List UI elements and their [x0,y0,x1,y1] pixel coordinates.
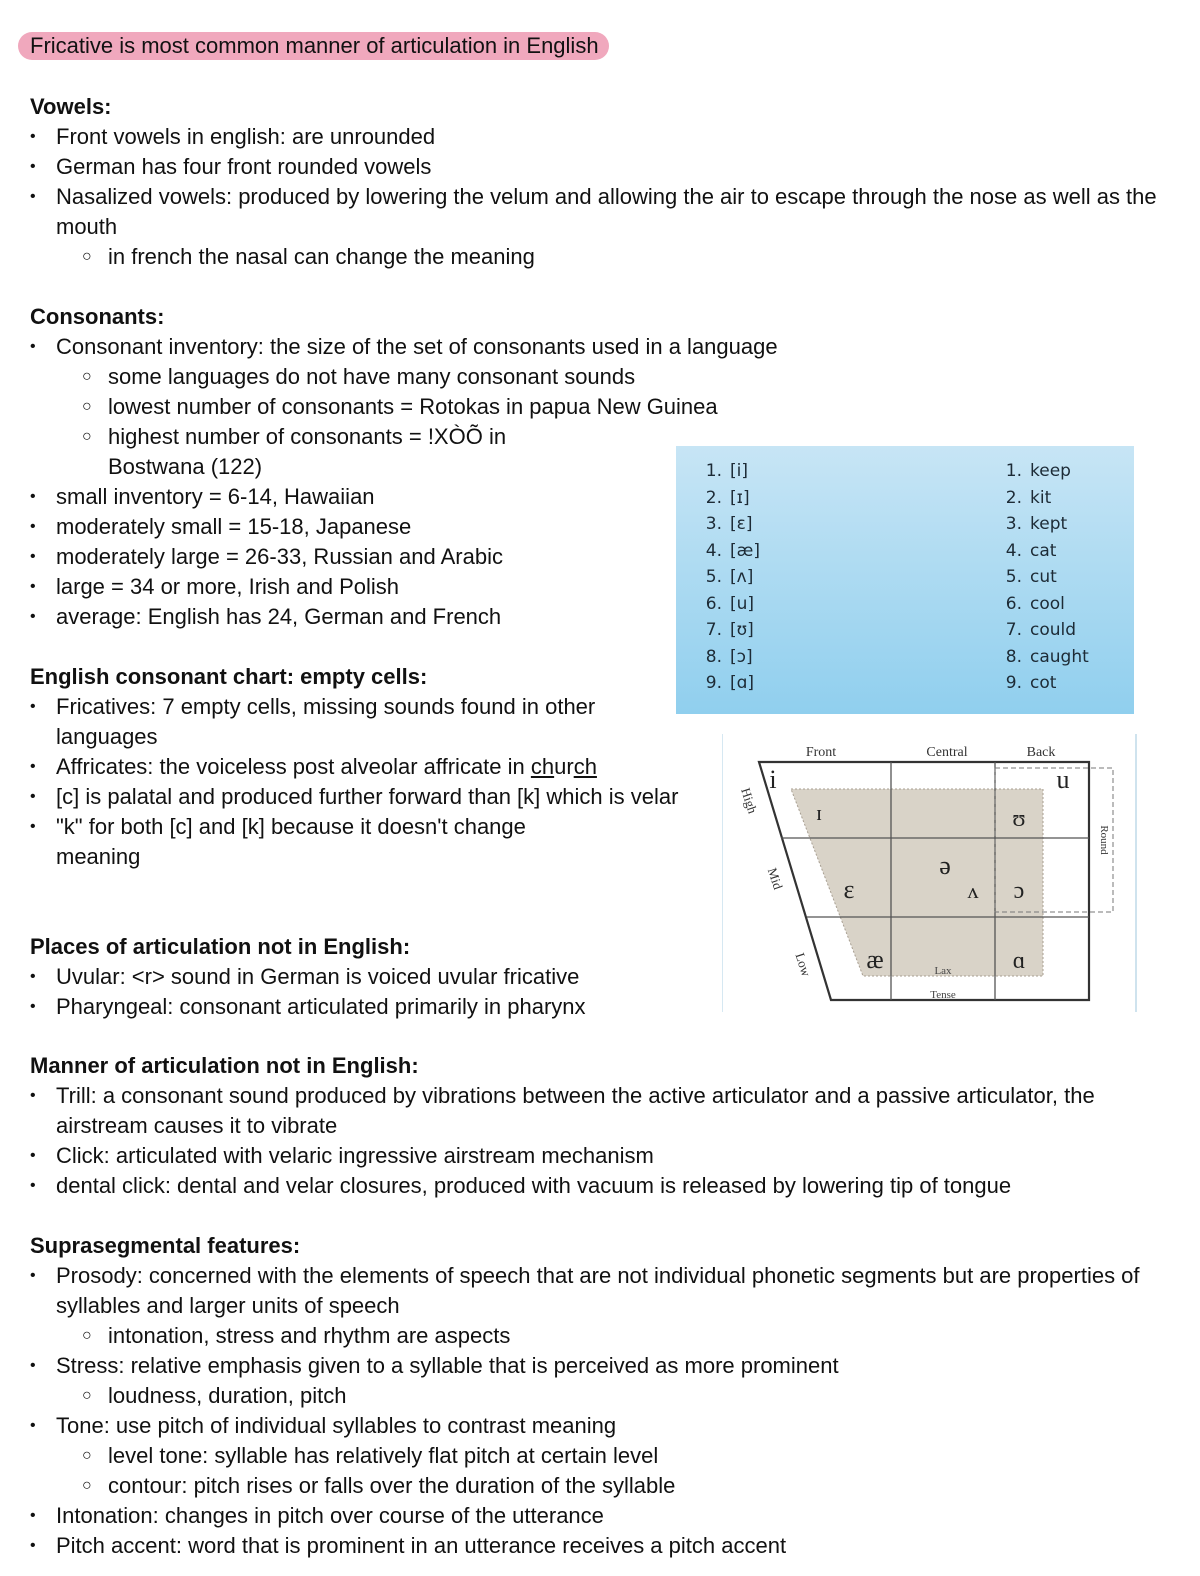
lax-label: Lax [934,965,952,977]
list-item: • Pharyngeal: consonant articulated primarily in pharynx [30,992,710,1022]
vowel-symbol: [ɑ] [730,673,755,693]
vowel-upsilon: ʊ [1012,806,1026,832]
row-number: 3. [705,514,722,534]
row-number: 7. [1005,620,1022,640]
vowel-quadrilateral-chart [722,734,1137,1012]
places-section [30,932,710,1022]
central-label: Central [926,745,968,760]
list-item: • Click: articulated with velaric ingressive airstream mechanism [30,1141,1170,1171]
row-number: 8. [1005,646,1022,667]
table-row [994,670,1089,697]
list-item: • [c] is palatal and produced further forward than [k] which is velar [30,782,690,812]
sub-list-item: ○ lowest number of consonants = Rotokas in papua New Guinea [30,392,910,422]
underlined-ch: ch [573,754,597,779]
table-row [694,591,760,618]
row-number: 7. [705,620,722,640]
sub-list-item: ○ some languages do not have many consonant sounds [30,362,910,392]
row-number: 5. [705,567,722,587]
sub-list-item: ○ highest number of consonants = !XÒÕ in Bostwana (122) [30,422,568,482]
underlined-ch: ch [530,754,555,779]
table-row [694,511,760,538]
table-row [694,670,760,697]
list-item-text: ur [554,754,574,779]
keyword: kit [1030,487,1052,508]
consonants-heading: Consonants: [30,304,165,329]
keyword: could [1030,620,1077,640]
suprasegmental-heading: Suprasegmental features: [30,1233,301,1258]
row-number: 2. [1005,487,1022,508]
list-item: • Pitch accent: word that is prominent in an utterance receives a pitch accent [30,1531,1170,1561]
list-item: • Stress: relative emphasis given to a syllable that is perceived as more prominent [30,1351,1170,1381]
table-row [694,564,760,591]
list-item: • moderately large = 26-33, Russian and Arabic [30,542,910,572]
table-row [994,564,1089,591]
row-number: 5. [1005,567,1022,587]
vowel-schwa: ə [939,851,951,880]
list-item: • Uvular: <r> sound in German is voiced uvular fricative [30,962,710,992]
sub-list-item: ○ in french the nasal can change the meaning [30,242,1170,272]
list-item: • small inventory = 6-14, Hawaiian [30,482,910,512]
table-row [694,458,760,485]
vowel-symbol: [ʊ] [730,620,754,640]
row-number: 4. [1005,540,1022,561]
list-item: • Front vowels in english: are unrounded [30,122,1170,152]
table-row [694,538,760,565]
vowels-section [30,92,1170,272]
empty-cells-section [30,662,690,872]
list-item: • Trill: a consonant sound produced by vibrations between the active articulator and a passive articulator, the airstream causes it to vibrate [30,1081,1126,1141]
keyword: kept [1030,514,1068,534]
row-number: 8. [705,646,722,667]
suprasegmental-list [30,1261,1170,1561]
manner-list [30,1081,1170,1201]
list-item-text: Affricates: the voiceless post alveolar affricate in [56,754,531,779]
table-row [694,644,760,671]
row-number: 1. [705,461,722,481]
vowel-epsilon: ɛ [843,875,855,904]
vowels-list [30,122,1170,272]
vowel-alpha: ɑ [1012,948,1026,974]
row-number: 4. [705,540,722,561]
list-item: • Fricatives: 7 empty cells, missing sounds found in other languages [30,692,616,752]
sub-list-item: ○ loudness, duration, pitch [30,1381,1170,1411]
round-label: Round [1098,825,1110,855]
keyword-column [994,458,1089,697]
vowel-symbol: [ɛ] [730,514,753,534]
vowel-ash: æ [866,945,884,974]
list-item: • German has four front rounded vowels [30,152,1170,182]
row-number: 6. [705,593,722,614]
list-item: • Nasalized vowels: produced by lowering the velum and allowing the air to escape through the nose as well as the mouth [30,182,1170,242]
places-heading: Places of articulation not in English: [30,934,411,959]
mid-label: Mid [764,865,786,892]
list-item: • Prosody: concerned with the elements of speech that are not individual phonetic segments but are properties of syllables and larger units of speech [30,1261,1170,1321]
table-row [994,458,1089,485]
vowel-open-o: ɔ [1013,878,1025,904]
keyword: keep [1030,461,1071,481]
keyword: caught [1030,646,1089,667]
sub-list-item: ○ contour: pitch rises or falls over the duration of the syllable [30,1471,1170,1501]
list-item: • large = 34 or more, Irish and Polish [30,572,910,602]
list-item: • dental click: dental and velar closures, produced with vacuum is released by lowering tip of tongue [30,1171,1170,1201]
list-item: • "k" for both [c] and [k] because it doesn't change meaning [30,812,616,872]
vowel-wedge: ʌ [967,878,979,903]
highlighted-note: Fricative is most common manner of articulation in English [18,32,609,60]
vowel-symbol: [u] [730,593,755,614]
vowels-heading: Vowels: [30,94,112,119]
high-label: High [738,785,761,816]
vowel-symbol: [i] [730,461,748,481]
table-row [994,538,1089,565]
table-row [994,644,1089,671]
vowel-symbol: [ʌ] [730,567,754,587]
list-item: • Intonation: changes in pitch over course of the utterance [30,1501,1170,1531]
vowel-symbol-column [694,458,760,697]
suprasegmental-section [30,1231,1170,1561]
vowel-symbol: [æ] [730,540,760,561]
table-row [694,617,760,644]
empty-cells-list [30,692,690,872]
vowel-symbol: [ɪ] [730,487,750,508]
vowel-small-cap-i: ɪ [815,800,823,825]
table-row [994,591,1089,618]
sub-list-item: ○ level tone: syllable has relatively flat pitch at certain level [30,1441,1170,1471]
vowel-keyword-table [676,446,1134,714]
empty-cells-heading: English consonant chart: empty cells: [30,664,428,689]
manner-heading: Manner of articulation not in English: [30,1053,419,1078]
list-item: • Tone: use pitch of individual syllables to contrast meaning [30,1411,1170,1441]
keyword: cut [1030,567,1057,587]
keyword: cool [1030,593,1065,614]
keyword: cot [1030,673,1057,693]
back-label: Back [1026,745,1056,760]
table-row [694,485,760,512]
vowel-chart-svg [723,734,1133,1012]
places-list [30,962,710,1022]
manner-section [30,1051,1170,1201]
row-number: 6. [1005,593,1022,614]
keyword: cat [1030,540,1057,561]
sub-list-item: ○ intonation, stress and rhythm are aspects [30,1321,1170,1351]
low-label: Low [792,950,815,979]
lax-region [791,789,1043,976]
tense-label: Tense [930,989,956,1001]
row-number: 3. [1005,514,1022,534]
row-number: 9. [1005,673,1022,693]
table-row [994,485,1089,512]
vowel-i: i [769,765,777,794]
table-row [994,511,1089,538]
row-number: 2. [705,487,722,508]
list-item [30,752,690,782]
table-row [994,617,1089,644]
row-number: 9. [705,673,722,693]
front-label: Front [805,745,837,760]
vowel-symbol: [ɔ] [730,646,753,667]
row-number: 1. [1005,461,1022,481]
vowel-u: u [1056,765,1070,794]
list-item: • average: English has 24, German and French [30,602,910,632]
list-item: • Consonant inventory: the size of the set of consonants used in a language [30,332,910,362]
list-item: • moderately small = 15-18, Japanese [30,512,910,542]
